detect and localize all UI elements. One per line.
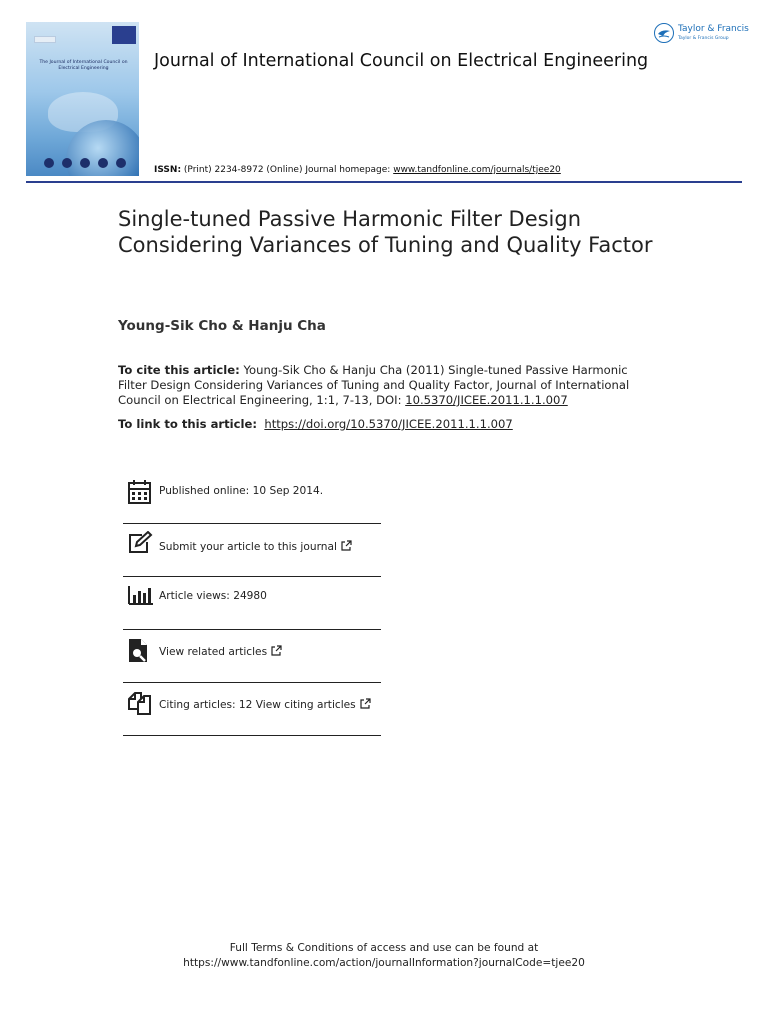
citation bbox=[118, 363, 658, 408]
bar-chart-icon bbox=[127, 584, 153, 610]
article-views-text: Article views: 24980 bbox=[159, 590, 267, 602]
citing-articles-row[interactable] bbox=[123, 683, 381, 735]
publisher-subtitle: Taylor & Francis Group bbox=[678, 36, 729, 41]
publisher-name: Taylor & Francis bbox=[678, 24, 749, 34]
journal-cover-image bbox=[26, 22, 139, 176]
doi-link[interactable]: 10.5370/JICEE.2011.1.1.007 bbox=[405, 393, 568, 407]
cite-label: To cite this article: bbox=[118, 363, 240, 377]
submit-article-text: Submit your article to this journal bbox=[159, 541, 337, 553]
header-divider bbox=[26, 181, 742, 183]
info-divider bbox=[123, 735, 381, 736]
citing-articles-text: Citing articles: 12 View citing articles bbox=[159, 699, 356, 711]
article-views-row bbox=[123, 577, 381, 629]
footer-terms-url[interactable]: https://www.tandfonline.com/action/journalInformation?journalCode=tjee20 bbox=[183, 957, 585, 969]
calendar-icon bbox=[127, 479, 153, 505]
submit-article-row[interactable] bbox=[123, 524, 381, 576]
journal-title: Journal of International Council on Electrical Engineering bbox=[154, 51, 649, 71]
published-online-text: Published online: 10 Sep 2014. bbox=[159, 485, 324, 497]
issn-text: (Print) 2234-8972 (Online) Journal homepage: bbox=[181, 165, 394, 175]
article-title: Single-tuned Passive Harmonic Filter Design Considering Variances of Tuning and Quality Factor bbox=[118, 207, 653, 257]
published-online-row bbox=[123, 468, 381, 520]
cover-tag bbox=[34, 36, 56, 43]
article-doi-url-link[interactable]: https://doi.org/10.5370/JICEE.2011.1.1.007 bbox=[264, 417, 513, 431]
copy-icon bbox=[127, 691, 153, 717]
related-articles-text: View related articles bbox=[159, 646, 268, 658]
article-authors: Young-Sik Cho & Hanju Cha bbox=[118, 318, 326, 334]
related-articles-link[interactable] bbox=[159, 645, 282, 658]
external-link-icon bbox=[271, 645, 282, 656]
edit-icon bbox=[127, 531, 153, 557]
cover-logos bbox=[44, 158, 126, 168]
publisher-logo[interactable] bbox=[654, 22, 749, 46]
footer bbox=[0, 941, 768, 971]
submit-article-link[interactable] bbox=[159, 540, 352, 553]
external-link-icon bbox=[341, 540, 352, 551]
footer-terms-text: Full Terms & Conditions of access and use can be found at bbox=[229, 942, 539, 954]
document-search-icon bbox=[127, 638, 153, 664]
related-articles-row[interactable] bbox=[123, 630, 381, 682]
citing-articles-link[interactable] bbox=[159, 698, 371, 711]
cite-text: Young-Sik Cho & Hanju Cha (2011) Single-tuned Passive Harmonic Filter Design Considering Variances of Tuning and Quality Factor, Journal of International Council on Electrical Engineering, 1:1, 7-13, DOI: bbox=[118, 363, 630, 407]
cover-title: The Journal of International Council on Electrical Engineering bbox=[39, 60, 128, 71]
taylor-francis-logo-icon bbox=[654, 23, 674, 43]
external-link-icon bbox=[360, 698, 371, 709]
article-link bbox=[118, 417, 513, 432]
issn-line bbox=[154, 165, 561, 175]
link-label: To link to this article: bbox=[118, 417, 257, 431]
journal-homepage-link[interactable]: www.tandfonline.com/journals/tjee20 bbox=[393, 165, 561, 175]
issn-label: ISSN: bbox=[154, 165, 182, 175]
cover-badge bbox=[112, 26, 136, 44]
